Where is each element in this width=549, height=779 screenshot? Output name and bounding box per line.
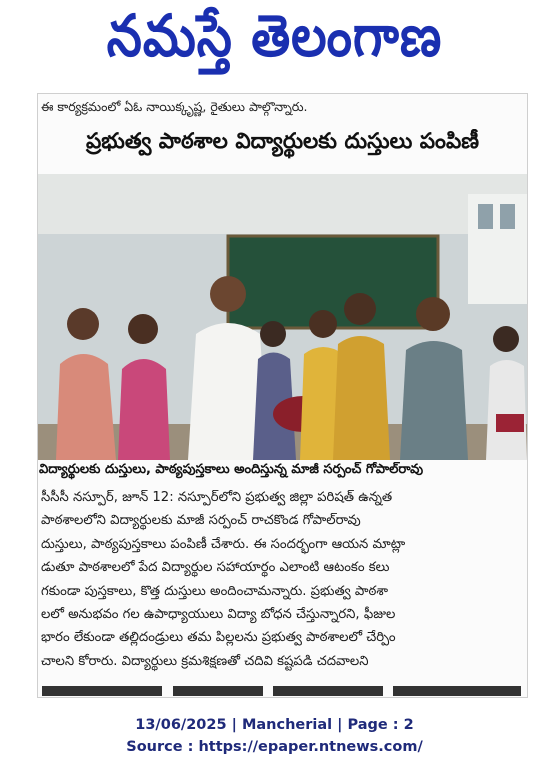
body-line: దుస్తులు, పాఠ్యపుస్తకాలు పంపిణీ చేశారు. ఈ సందర్భంగా ఆయన మాట్లా (41, 536, 406, 552)
body-line: పాఠశాలలోని విద్యార్థులకు మాజీ సర్పంచ్ రాచకొండ గోపాల్‌రావు (41, 513, 361, 529)
edition-info: 13/06/2025 | Mancherial | Page : 2 (135, 717, 414, 733)
news-clipping (37, 93, 528, 698)
next-article-cut-fragment (38, 680, 527, 698)
masthead (0, 0, 549, 86)
body-line: లలో అనుభవం గల ఉపాధ్యాయులు విద్యా బోధన చేస్తున్నారని, ఫీజుల (41, 606, 396, 622)
article-body (41, 486, 524, 676)
body-line: చాలని కోరారు. విద్యార్థులు క్రమశిక్షణతో చదివి కష్టపడి చదవాలని (41, 653, 369, 669)
body-line: డుతూ పాఠశాలలో పేద విద్యార్థుల సహాయార్థం ఎలాంటి ఆటంకం కలు (41, 560, 390, 576)
body-line: సీసీసీ నస్పూర్, జూన్ 12: నస్పూర్‌లోని ప్రభుత్వ జిల్లా పరిషత్ ఉన్నత (41, 490, 393, 505)
article-photo (38, 174, 527, 460)
article-headline: ప్రభుత్వ పాఠశాల విద్యార్థులకు దుస్తులు పంపిణీ (85, 129, 480, 154)
body-line: భారం లేకుండా తల్లిదండ్రులు తమ పిల్లలను ప్రభుత్వ పాఠశాలలో చేర్పిం (41, 630, 396, 646)
footer (0, 714, 549, 758)
masthead-title: నమస్తే తెలంగాణ (106, 2, 443, 69)
source-link[interactable]: Source : https://epaper.ntnews.com/ (126, 739, 423, 755)
previous-article-tail: ఈ కార్యక్రమంలో ఏఓ నాయిక్కృష్ణ, రైతులు పాల్గొన్నారు. (41, 99, 308, 114)
photo-caption: విద్యార్థులకు దుస్తులు, పాఠ్యపుస్తకాలు అందిస్తున్న మాజీ సర్పంచ్ గోపాల్‌రావు (39, 462, 424, 477)
body-line: గకుండా పుస్తకాలు, కొత్త దుస్తులు అందించామన్నారు. ప్రభుత్వ పాఠశా (41, 583, 388, 599)
